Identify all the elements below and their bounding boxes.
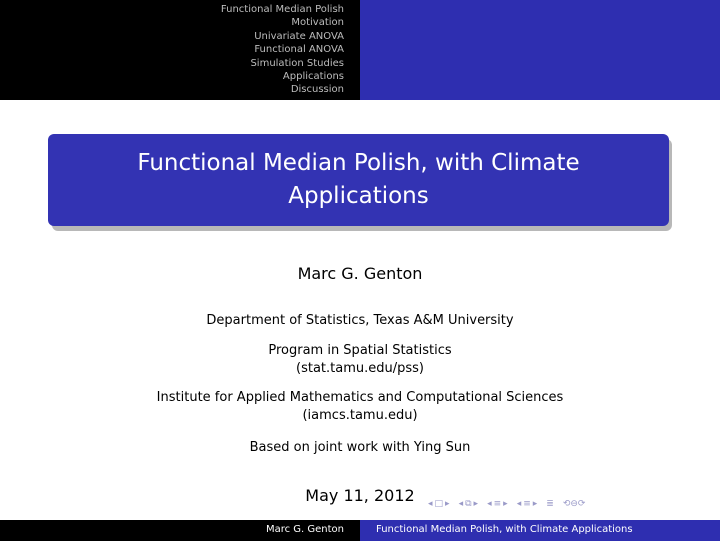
nav-section-functional-median-polish[interactable]: Functional Median Polish bbox=[220, 4, 344, 15]
subsection-prev-icon[interactable]: ◂ bbox=[458, 499, 464, 509]
frame-prev-icon[interactable]: ◂ bbox=[428, 499, 433, 509]
section-prev-icon[interactable]: ◂ bbox=[487, 499, 492, 509]
affiliation: Department of Statistics, Texas A&M University bbox=[206, 313, 514, 328]
footline-bar bbox=[0, 520, 720, 541]
section-list bbox=[221, 3, 344, 97]
subsection-next-icon[interactable]: ▸ bbox=[473, 499, 479, 509]
presentation-date: May 11, 2012 bbox=[305, 486, 415, 505]
frame-next-icon[interactable]: ▸ bbox=[445, 499, 450, 509]
frame-icon[interactable]: □ bbox=[434, 499, 444, 509]
author-name: Marc G. Genton bbox=[297, 264, 423, 283]
program-name: Program in Spatial Statistics bbox=[268, 343, 452, 358]
footer-title: Functional Median Polish, with Climate Applications bbox=[376, 524, 633, 535]
navigation-symbols bbox=[428, 497, 714, 511]
header-blue-panel bbox=[360, 0, 720, 100]
nav-section-motivation[interactable]: Motivation bbox=[291, 17, 344, 29]
footer-author: Marc G. Genton bbox=[265, 524, 344, 535]
search-icon[interactable]: ⟲⊖⟳ bbox=[562, 499, 586, 509]
nav-section-simulation-studies[interactable]: Simulation Studies bbox=[250, 57, 344, 69]
institute-name: Institute for Applied Mathematics and Computational Sciences bbox=[156, 390, 564, 405]
nav-section-applications[interactable]: Applications bbox=[282, 71, 344, 83]
nav-section-functional-anova[interactable]: Functional ANOVA bbox=[254, 44, 344, 56]
align-icon[interactable]: ≣ bbox=[546, 499, 554, 509]
section-next-icon[interactable]: ▸ bbox=[503, 499, 508, 509]
section-navigation-panel bbox=[0, 0, 360, 100]
subsection-icon[interactable]: ⧉ bbox=[465, 499, 472, 509]
headline-bar bbox=[0, 0, 720, 100]
nav-section-univariate-anova[interactable]: Univariate ANOVA bbox=[254, 30, 344, 42]
section-icon[interactable]: ≡ bbox=[493, 499, 502, 509]
slide-title: Functional Median Polish, with Climate Applications bbox=[137, 150, 580, 209]
footer-title-panel bbox=[360, 520, 720, 541]
toc-next-icon[interactable]: ▸ bbox=[532, 499, 538, 509]
toc-prev-icon[interactable]: ◂ bbox=[516, 499, 522, 509]
footer-author-panel bbox=[0, 520, 360, 541]
toc-icon[interactable]: ≡ bbox=[523, 499, 531, 509]
title-box bbox=[48, 134, 669, 226]
program-url: (stat.tamu.edu/pss) bbox=[296, 361, 424, 376]
joint-work-note: Based on joint work with Ying Sun bbox=[249, 440, 471, 455]
nav-section-discussion[interactable]: Discussion bbox=[290, 84, 344, 96]
institute-url: (iamcs.tamu.edu) bbox=[302, 408, 418, 423]
